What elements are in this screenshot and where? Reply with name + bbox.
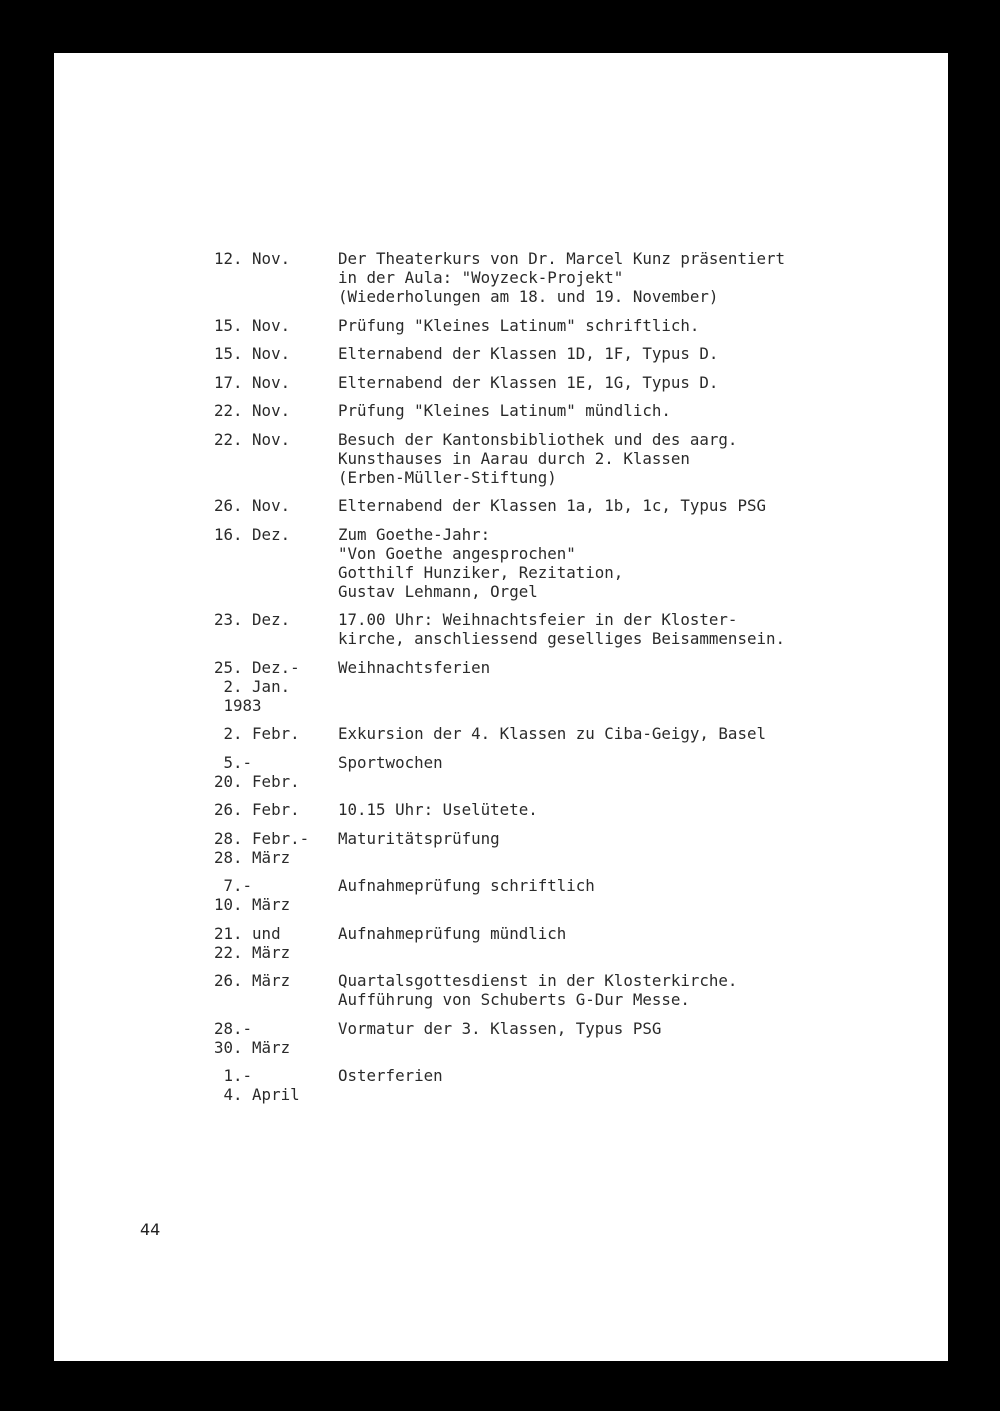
entry-description [338,971,914,1009]
entry-date-line: 2. Febr. [214,724,300,743]
entry-description-line: Osterferien [338,1066,443,1085]
calendar-entry [214,971,914,1009]
entry-description [338,924,914,962]
entry-date [214,316,338,335]
entry-date [214,249,338,306]
calendar-entry [214,829,914,867]
calendar-entry [214,876,914,914]
entry-description-line: kirche, anschliessend geselliges Beisammensein. [338,629,785,648]
entry-description-line: "Von Goethe angesprochen" [338,543,576,563]
entry-date-line: 23. Dez. [214,610,291,629]
entry-description-line: Elternabend der Klassen 1D, 1F, Typus D. [338,344,719,363]
entry-description-line: Aufnahmeprüfung schriftlich [338,876,595,895]
entry-date [214,525,338,601]
entry-description [338,525,914,601]
entry-date-line: 12. Nov. [214,249,291,268]
entry-description-line: Prüfung "Kleines Latinum" mündlich. [338,401,671,420]
entry-description [338,344,914,363]
entry-description-line: Weihnachtsferien [338,657,491,677]
entry-description [338,876,914,914]
entry-date-line: 16. Dez. [214,524,291,544]
entry-description-line: Elternabend der Klassen 1a, 1b, 1c, Typus PSG [338,496,766,515]
calendar-entry [214,344,914,363]
entry-date-line: 28. März [214,847,291,867]
entry-description-line: Quartalsgottesdienst in der Klosterkirche. [338,971,738,990]
calendar-entry [214,610,914,648]
entry-date [214,373,338,392]
entry-date [214,971,338,1009]
entry-date [214,800,338,819]
entry-date [214,829,338,867]
entry-date-line: 25. Dez.- [214,657,300,677]
entry-description-line: Maturitätsprüfung [338,828,500,848]
document-page [54,53,948,1361]
entry-date [214,724,338,743]
entry-date-line: 21. und [214,923,281,943]
entry-date [214,1019,338,1057]
entry-date-line: 15. Nov. [214,344,291,363]
calendar-entry [214,496,914,515]
entry-description-line: Zum Goethe-Jahr: [338,524,491,544]
entry-description-line: (Wiederholungen am 18. und 19. November) [338,287,719,306]
entry-date-line: 26. Febr. [214,800,300,819]
entry-description-line: in der Aula: "Woyzeck-Projekt" [338,268,624,287]
entry-description-line: Prüfung "Kleines Latinum" schriftlich. [338,315,700,335]
calendar-entry [214,430,914,487]
calendar-entry [214,525,914,601]
entry-description [338,610,914,648]
entry-date-line: 7.- [214,876,253,895]
entry-date [214,496,338,515]
calendar-entry [214,373,914,392]
entry-date-line: 5.- [214,752,253,772]
entry-description [338,1019,914,1057]
entry-date-line: 2. Jan. [214,676,291,696]
entry-date [214,1066,338,1104]
entry-description [338,753,914,791]
calendar-entry [214,658,914,715]
entry-description [338,496,914,515]
entry-description [338,724,914,743]
entry-date-line: 26. Nov. [214,496,291,515]
entry-date-line: 26. März [214,971,291,990]
entry-date [214,753,338,791]
entry-description-line: Aufführung von Schuberts G-Dur Messe. [338,990,690,1009]
entry-date-line: 22. Nov. [214,429,291,449]
calendar-entries [214,249,914,1114]
page-number: 44 [140,1220,161,1239]
entry-description-line: 17.00 Uhr: Weihnachtsfeier in der Kloster- [338,610,738,629]
entry-description-line: Vormatur der 3. Klassen, Typus PSG [338,1018,662,1038]
entry-description-line: Aufnahmeprüfung mündlich [338,923,567,943]
calendar-entry [214,924,914,962]
entry-date-line: 28.- [214,1018,253,1038]
entry-date-line: 17. Nov. [214,372,291,392]
entry-date [214,924,338,962]
entry-description-line: Besuch der Kantonsbibliothek und des aarg. [338,429,738,449]
entry-description-line: Der Theaterkurs von Dr. Marcel Kunz präsentiert [338,249,785,268]
entry-description-line: Kunsthauses in Aarau durch 2. Klassen [338,448,690,468]
entry-description [338,430,914,487]
calendar-entry [214,753,914,791]
entry-date-line: 1983 [214,695,262,715]
entry-description [338,658,914,715]
entry-description-line: 10.15 Uhr: Uselütete. [338,800,538,819]
entry-date-line: 28. Febr.- [214,828,310,848]
entry-description-line: Exkursion der 4. Klassen zu Ciba-Geigy, Basel [338,724,766,743]
entry-date-line: 22. Nov. [214,401,291,420]
entry-description-line: Elternabend der Klassen 1E, 1G, Typus D. [338,372,719,392]
entry-description-line: Gustav Lehmann, Orgel [338,581,538,601]
calendar-entry [214,316,914,335]
entry-date-line: 20. Febr. [214,771,300,791]
entry-description-line: Gotthilf Hunziker, Rezitation, [338,562,624,582]
entry-date [214,658,338,715]
entry-description [338,249,914,306]
entry-date [214,344,338,363]
entry-date [214,876,338,914]
calendar-entry [214,1066,914,1104]
entry-date [214,610,338,648]
entry-description-line: Sportwochen [338,752,443,772]
entry-description [338,401,914,420]
entry-description [338,373,914,392]
entry-description [338,1066,914,1104]
entry-date [214,430,338,487]
entry-description-line: (Erben-Müller-Stiftung) [338,467,557,487]
entry-date-line: 4. April [214,1085,300,1104]
calendar-entry [214,401,914,420]
entry-date-line: 15. Nov. [214,315,291,335]
entry-date [214,401,338,420]
calendar-entry [214,249,914,306]
entry-date-line: 10. März [214,895,291,914]
entry-description [338,316,914,335]
calendar-entry [214,800,914,819]
entry-date-line: 22. März [214,942,291,962]
calendar-entry [214,1019,914,1057]
calendar-entry [214,724,914,743]
entry-date-line: 30. März [214,1037,291,1057]
entry-date-line: 1.- [214,1066,253,1085]
entry-description [338,800,914,819]
entry-description [338,829,914,867]
